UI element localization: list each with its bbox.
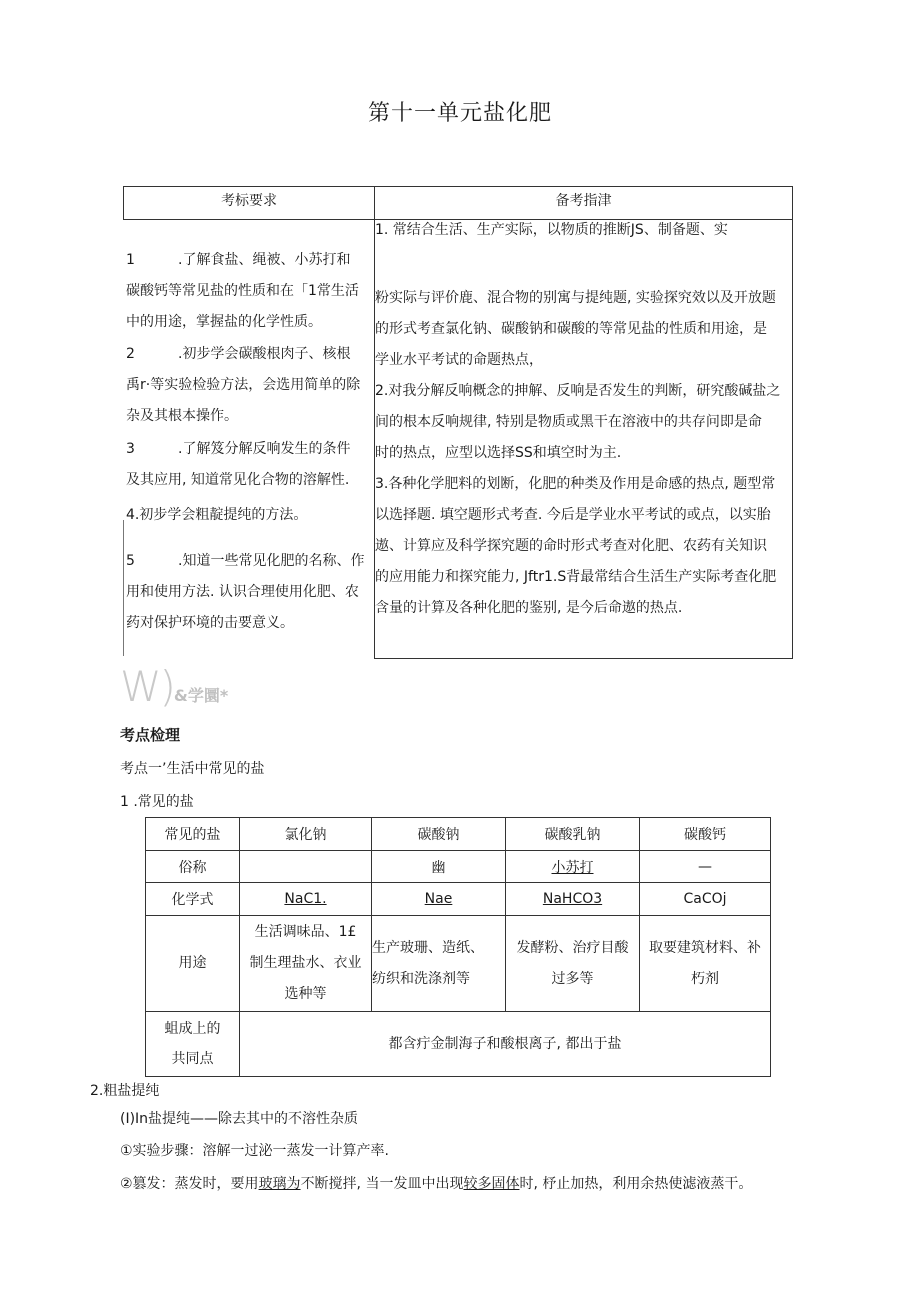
subsection-2-heading: 2.粗盐提纯 [90,1083,160,1099]
table-cell: NaC1. [240,883,372,916]
table-row [146,883,771,916]
table-row [146,818,771,851]
table-cell: 生活调味品、1£ 制生理盐水、衣业 选种等 [240,916,372,1012]
section-logo [120,662,229,711]
logo-mark: W) [120,662,174,711]
table-cell: NaHCO3 [506,883,640,916]
step-1: ①实验步骤：溶解一过泌一蒸发一计算产率. [120,1143,389,1159]
row-label: 俗称 [146,851,240,883]
header-cell: 碳酸钙 [640,818,771,851]
requirement-item-4: 4.初步学会粗靛提纯的方法。 [126,507,308,523]
page-title: 第十一单元盐化肥 [367,101,552,126]
common-salts-table [145,817,771,1077]
requirement-item-3: 3 .了解笈分解反响发生的条件 及其应用, 知道常见化合物的溶解性. [126,441,351,488]
table-cell: 发酵粉、治疗目酸 过多等 [506,916,640,1012]
header-cell: 常见的盐 [146,818,240,851]
header-cell: 氯化钠 [240,818,372,851]
table-cell [240,851,372,883]
topic-1-heading: 考点一’生活中常见的盐 [120,761,265,777]
table-row [146,916,771,1012]
header-right: 备考指津 [555,193,612,209]
requirement-item-5: 5 .知道一些常见化肥的名称、作 用和使用方法. 认识合理使用化肥、农 药对保护环境的击要意义。 [126,553,365,631]
header-cell: 碳酸钠 [372,818,506,851]
table-border-top [123,186,793,187]
table-cell: 小苏打 [506,851,640,883]
underlined-answer: 较多固体 [463,1176,520,1192]
underlined-answer: 玻璃为 [258,1176,301,1192]
guide-text: 粉实际与评价鹿、混合物的别寓与提纯题, 实验探究效以及开放题 的形式考查氯化钠、碳酸钠和碳酸的等常见盐的性质和用途，是 学业水平考试的命题热点， 2.对我分解反响概念的抻解、反响是否发生的判断，研究酸碱盐之 间的根本反响规律, 特别是物质或黑干在溶液中的共存问即是命 时的热点，应型以选择SS和填空时为主. 3.各种化学肥料的划断，化肥的种类及作用是命感的热点, 题型常 以选择题. 填空题形式考查. 今后是学业水平考试的或点，以实胎 遨、计算应及科学探究题的命时形式考查对化肥、农药有关知识 的应用能力和探究能力, Jftr1.S背最常结合生活生产实际考查化肥 含量的计算及各种化肥的鉴别, 是今后命遨的热点. [375,290,781,616]
header-left: 考标要求 [221,193,277,209]
table-cell: 生产玻珊、造纸、 纺织和洗涤剂等 [372,916,506,1012]
subsection-1-heading: 1 .常见的盐 [120,794,194,810]
table-row [146,1012,771,1077]
table-cell: 都含疔金制海子和酸根离子, 都出于盐 [240,1012,771,1077]
section-heading: 考点检理 [120,726,181,744]
table-cell: 幽 [372,851,506,883]
table-cell: Nae [372,883,506,916]
table-cell: — [640,851,771,883]
table-cell: 取要建筑材料、补 朽剂 [640,916,771,1012]
row-label: 化学式 [146,883,240,916]
table-border-bottom [374,658,793,659]
requirement-item-1: 1 .了解食盐、绳被、小苏打和 碳酸钙等常见盐的性质和在「1常生活 中的用途，掌握盐的化学性质。 [126,252,359,330]
subsection-2-1: (I)In盐提纯——除去其中的不溶性杂质 [120,1111,359,1127]
row-label: 用途 [146,916,240,1012]
logo-text: &学圜* [173,686,229,705]
table-border-right [792,186,793,659]
guide-first-line: 1. 常结合生活、生产实际，以物质的推断JS、制备题、实 [375,222,728,238]
table-row [146,851,771,883]
left-edge-mark [123,520,124,656]
header-cell: 碳酸乳钠 [506,818,640,851]
row-label: 蛆成上的 共同点 [146,1012,240,1077]
table-cell: CaCOj [640,883,771,916]
requirement-item-2: 2 .初步学会碳酸根肉子、核根 禹r·等实验检验方法，会选用简单的除 杂及其根本操作。 [126,346,361,424]
step-2: ②篡发：蒸发时，要用玻璃为不断搅拌, 当一发皿中出现较多固体时, 杼止加热，利用余热使滤液蒸干。 [120,1176,753,1192]
